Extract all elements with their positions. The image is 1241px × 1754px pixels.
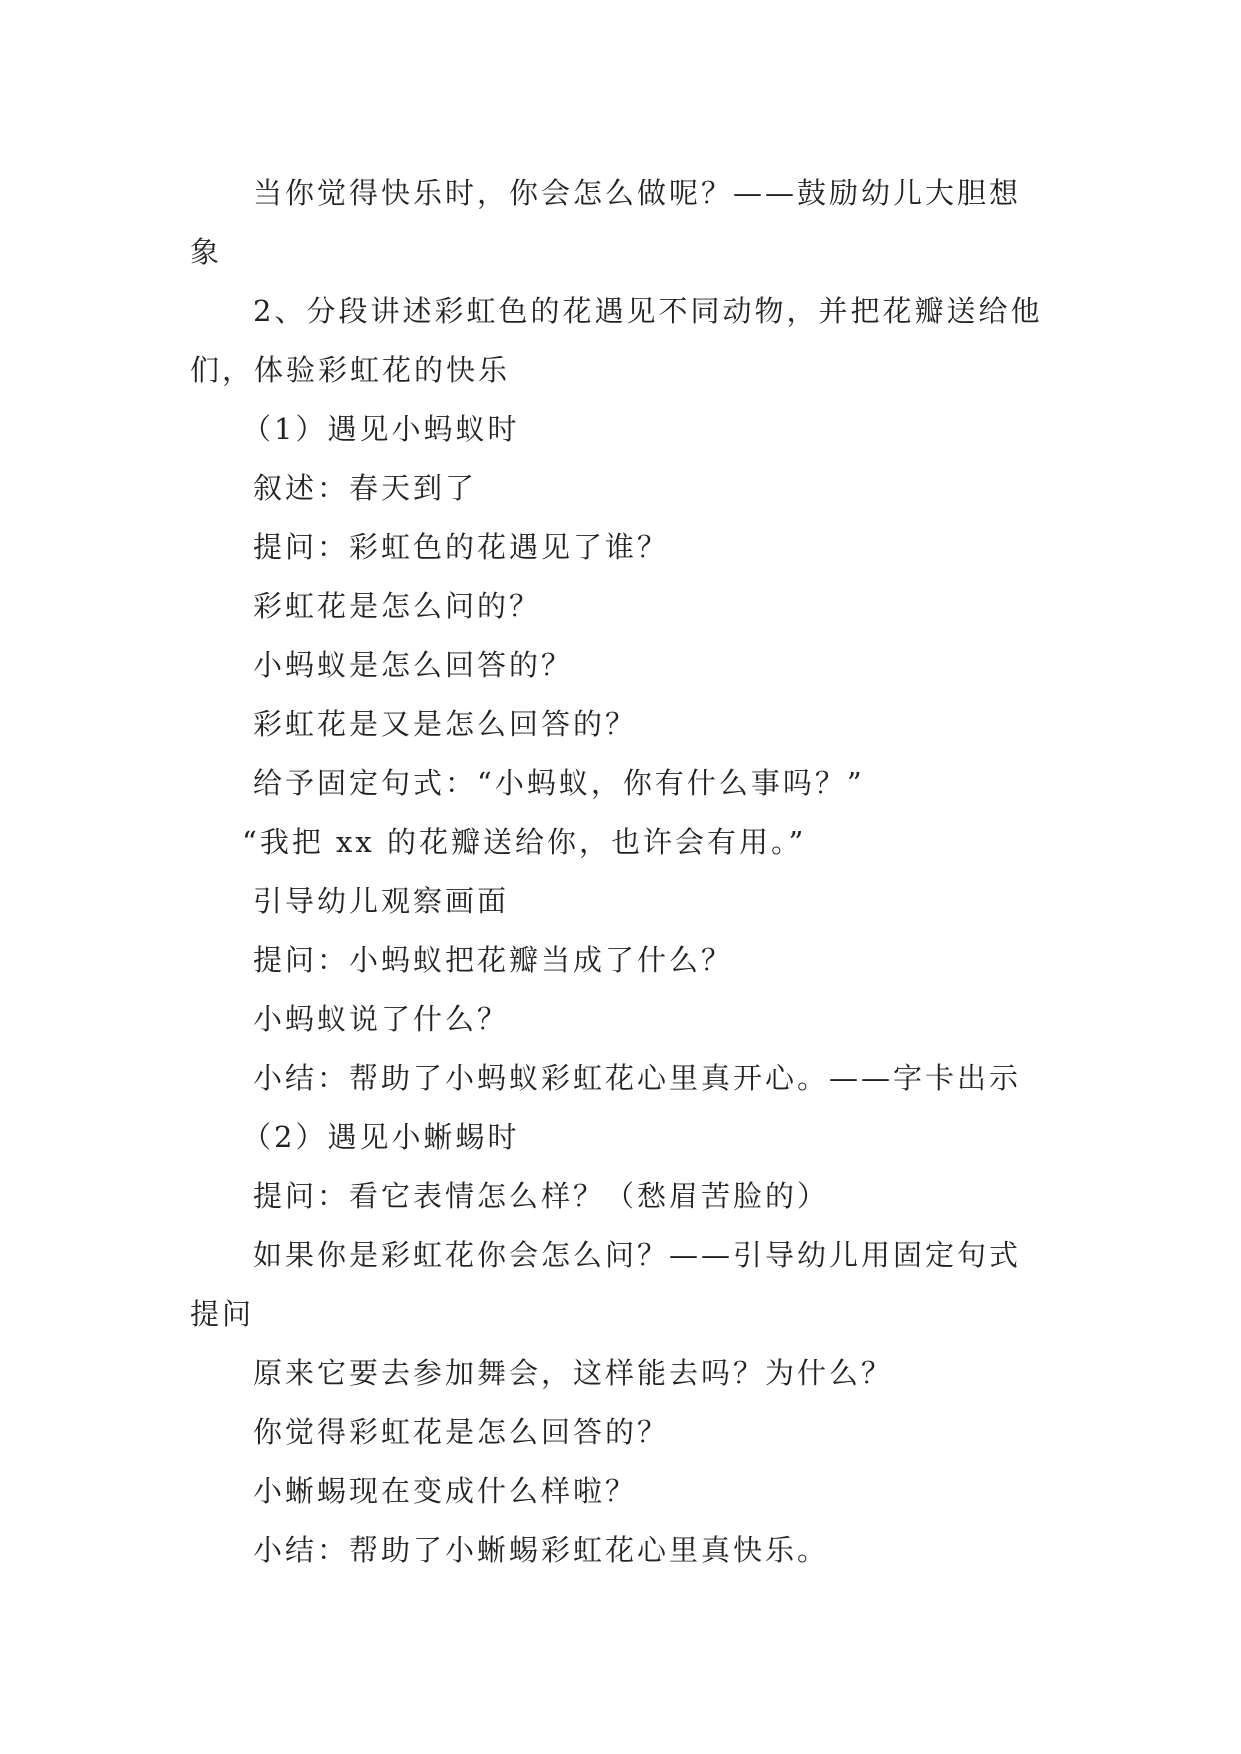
paragraph: 小结：帮助了小蜥蜴彩虹花心里真快乐。 xyxy=(253,1533,830,1567)
paragraph-subheading: （2）遇见小蜥蜴时 xyxy=(242,1120,520,1154)
paragraph: 提问：彩虹色的花遇见了谁？ xyxy=(253,530,670,564)
paragraph: 提问：看它表情怎么样？（愁眉苦脸的） xyxy=(253,1179,830,1213)
paragraph: 提问：小蚂蚁把花瓣当成了什么？ xyxy=(253,943,734,977)
paragraph: 彩虹花是怎么问的？ xyxy=(253,589,542,623)
paragraph: 给予固定句式：“小蚂蚁，你有什么事吗？” xyxy=(253,766,865,800)
paragraph: 你觉得彩虹花是怎么回答的？ xyxy=(253,1415,670,1449)
paragraph: 引导幼儿观察画面 xyxy=(253,884,510,918)
document-body xyxy=(190,164,1050,1580)
paragraph: 叙述：春天到了 xyxy=(253,471,478,505)
paragraph: 小蚂蚁是怎么回答的？ xyxy=(253,648,574,682)
paragraph: 小蜥蜴现在变成什么样啦？ xyxy=(253,1474,638,1508)
paragraph: 小蚂蚁说了什么？ xyxy=(253,1002,510,1036)
paragraph-subheading: （1）遇见小蚂蚁时 xyxy=(242,412,520,446)
paragraph: 原来它要去参加舞会，这样能去吗？为什么？ xyxy=(253,1356,894,1390)
paragraph: 当你觉得快乐时，你会怎么做呢？——鼓励幼儿大胆想象 xyxy=(190,176,1022,269)
paragraph: 小结：帮助了小蚂蚁彩虹花心里真开心。——字卡出示 xyxy=(253,1061,1022,1095)
paragraph: 如果你是彩虹花你会怎么问？——引导幼儿用固定句式提问 xyxy=(190,1238,1022,1331)
paragraph: 2、分段讲述彩虹色的花遇见不同动物，并把花瓣送给他们，体验彩虹花的快乐 xyxy=(190,294,1043,387)
paragraph: “我把 xx 的花瓣送给你，也许会有用。” xyxy=(242,825,807,859)
paragraph: 彩虹花是又是怎么回答的？ xyxy=(253,707,638,741)
